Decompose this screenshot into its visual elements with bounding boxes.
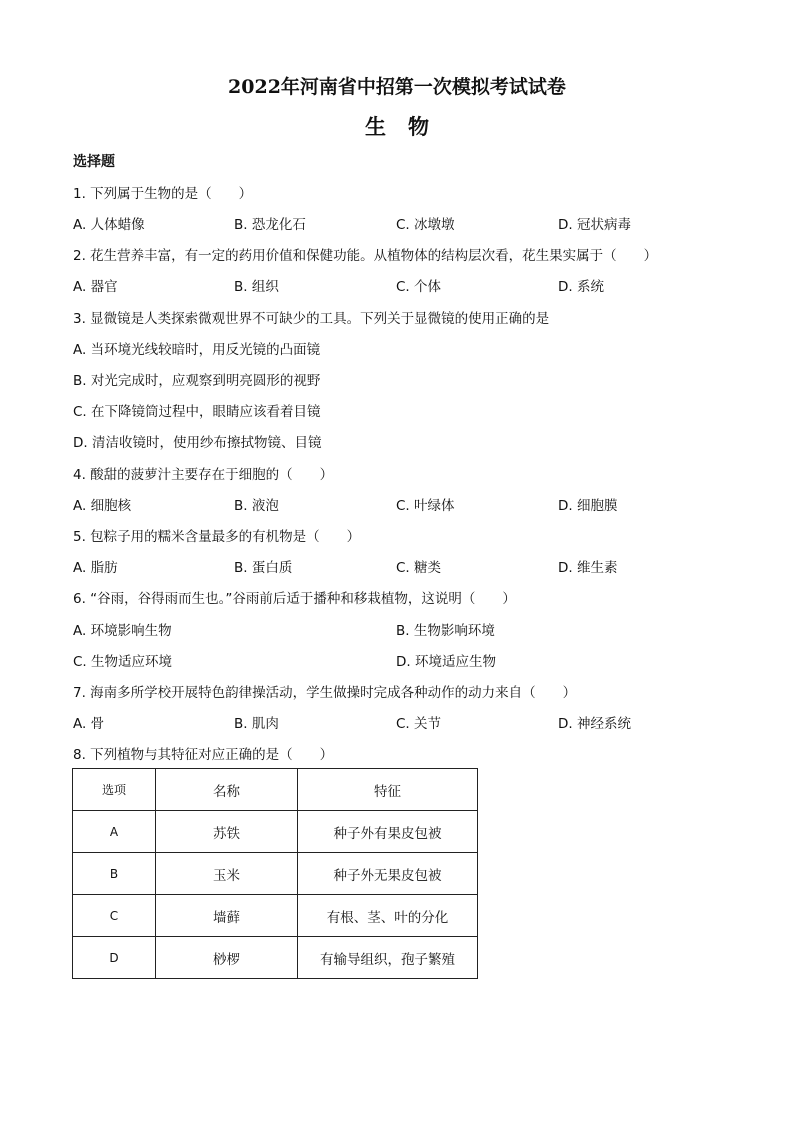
question-3-option-c: C. 在下降镜筒过程中，眼睛应该看着目镜 [73,404,321,420]
question-6-option-a: A. 环境影响生物 [73,623,172,639]
subject-title: 生物 [365,114,451,139]
question-2-option-c: C. 个体 [396,279,442,295]
question-4-option-c: C. 叶绿体 [396,498,455,514]
question-5-option-d: D. 维生素 [558,560,618,576]
question-3-option-b: B. 对光完成时，应观察到明亮圆形的视野 [73,373,321,389]
question-4-stem: 4. 酸甜的菠萝汁主要存在于细胞的（ ） [73,467,334,483]
question-2-option-d: D. 系统 [558,279,604,295]
table-cell: A [73,811,156,853]
question-5-option-b: B. 蛋白质 [234,560,293,576]
table-cell: 有输导组织，孢子繁殖 [298,937,478,979]
table-cell: 种子外有果皮包被 [298,811,478,853]
question-8-stem: 8. 下列植物与其特征对应正确的是（ ） [73,747,334,763]
question-6-option-b: B. 生物影响环境 [396,623,495,639]
table-cell: 种子外无果皮包被 [298,853,478,895]
question-3-option-d: D. 清洁收镜时，使用纱布擦拭物镜、目镜 [73,435,322,451]
table-cell: D [73,937,156,979]
table-header-cell: 选项 [73,769,156,811]
question-4-option-b: B. 液泡 [234,498,279,514]
question-7-option-d: D. 神经系统 [558,716,631,732]
question-7-option-a: A. 骨 [73,716,105,732]
table-header-row [73,769,478,811]
table-row [73,895,478,937]
table-cell: B [73,853,156,895]
question-5-option-c: C. 糖类 [396,560,442,576]
table-row [73,853,478,895]
question-5-stem: 5. 包粽子用的糯米含量最多的有机物是（ ） [73,529,361,545]
table-cell: C [73,895,156,937]
page-title: 2022年河南省中招第一次模拟考试试卷 [228,76,566,98]
question-1-option-a: A. 人体蜡像 [73,217,145,233]
section-heading: 选择题 [73,154,115,170]
table-cell: 有根、茎、叶的分化 [298,895,478,937]
table-cell: 桫椤 [156,937,298,979]
question-3-option-a: A. 当环境光线较暗时，用反光镜的凸面镜 [73,342,321,358]
question-4-option-a: A. 细胞核 [73,498,132,514]
plant-feature-table [72,768,478,979]
question-1-option-b: B. 恐龙化石 [234,217,306,233]
question-2-option-a: A. 器官 [73,279,118,295]
question-3-stem: 3. 显微镜是人类探索微观世界不可缺少的工具。下列关于显微镜的使用正确的是 [73,311,550,327]
table-cell: 墙藓 [156,895,298,937]
question-7-option-c: C. 关节 [396,716,442,732]
question-6-stem: 6. “谷雨，谷得雨而生也。”谷雨前后适于播种和移栽植物，这说明（ ） [73,591,516,607]
table-row [73,937,478,979]
question-2-stem: 2. 花生营养丰富，有一定的药用价值和保健功能。从植物体的结构层次看，花生果实属于（ ） [73,248,658,264]
question-5-option-a: A. 脂肪 [73,560,118,576]
question-1-option-c: C. 冰墩墩 [396,217,455,233]
table-header-cell: 名称 [156,769,298,811]
question-6-option-d: D. 环境适应生物 [396,654,496,670]
question-1-option-d: D. 冠状病毒 [558,217,631,233]
question-7-stem: 7. 海南多所学校开展特色韵律操活动，学生做操时完成各种动作的动力来自（ ） [73,685,577,701]
question-6-option-c: C. 生物适应环境 [73,654,173,670]
table-row [73,811,478,853]
table-cell: 玉米 [156,853,298,895]
question-4-option-d: D. 细胞膜 [558,498,618,514]
question-7-option-b: B. 肌肉 [234,716,279,732]
question-2-option-b: B. 组织 [234,279,279,295]
question-1-stem: 1. 下列属于生物的是（ ） [73,186,253,202]
table-cell: 苏铁 [156,811,298,853]
table-header-cell: 特征 [298,769,478,811]
